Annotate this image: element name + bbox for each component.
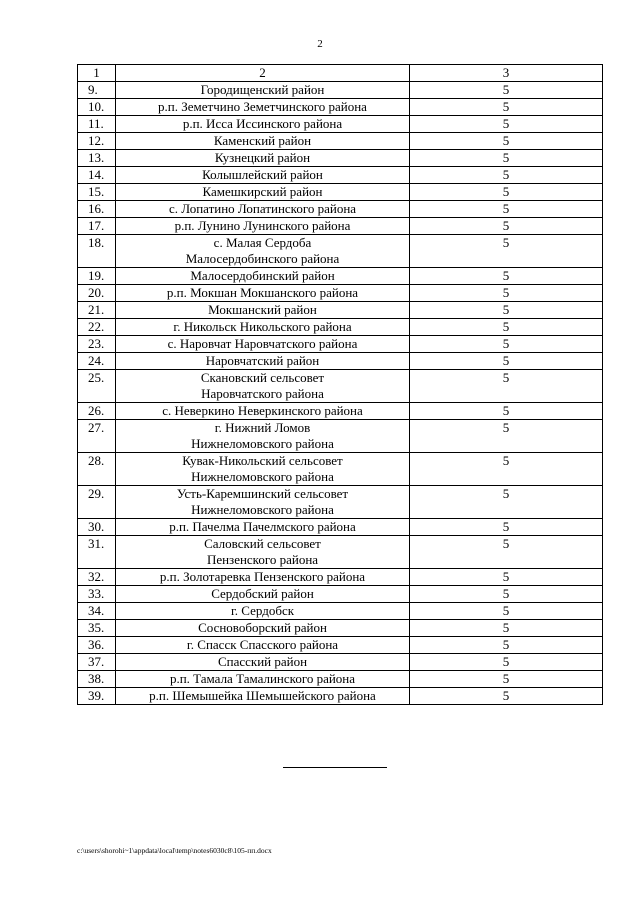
row-value: 5 xyxy=(410,353,603,370)
district-name-line: с. Неверкино Неверкинского района xyxy=(162,403,363,418)
district-name-line: Малосердобинский район xyxy=(190,268,335,283)
row-number: 39. xyxy=(78,688,116,705)
row-value: 5 xyxy=(410,184,603,201)
district-name-line: р.п. Исса Иссинского района xyxy=(182,116,343,131)
row-district-name xyxy=(116,99,410,116)
district-name-line: Сосновоборский район xyxy=(198,620,327,635)
row-value: 5 xyxy=(410,116,603,133)
row-number: 30. xyxy=(78,519,116,536)
row-value: 5 xyxy=(410,302,603,319)
district-name-line: Нижнеломовского района xyxy=(191,469,334,484)
row-number: 26. xyxy=(78,403,116,420)
table-row xyxy=(78,603,603,620)
row-number: 11. xyxy=(78,116,116,133)
row-district-name xyxy=(116,353,410,370)
table-row xyxy=(78,268,603,285)
row-value: 5 xyxy=(410,671,603,688)
row-value: 5 xyxy=(410,420,603,453)
row-value: 5 xyxy=(410,536,603,569)
table-row xyxy=(78,116,603,133)
row-value: 5 xyxy=(410,336,603,353)
row-district-name xyxy=(116,536,410,569)
row-value: 5 xyxy=(410,486,603,519)
row-district-name xyxy=(116,603,410,620)
district-name-line: с. Малая Сердоба xyxy=(213,235,312,250)
district-name-line: г. Сердобск xyxy=(230,603,295,618)
row-district-name xyxy=(116,201,410,218)
row-district-name xyxy=(116,336,410,353)
row-number: 25. xyxy=(78,370,116,403)
row-district-name xyxy=(116,235,410,268)
row-value: 5 xyxy=(410,82,603,99)
table-row xyxy=(78,201,603,218)
row-district-name xyxy=(116,116,410,133)
row-number: 32. xyxy=(78,569,116,586)
row-number: 38. xyxy=(78,671,116,688)
district-name-line: Камешкирский район xyxy=(202,184,323,199)
row-value: 5 xyxy=(410,218,603,235)
district-name-line: р.п. Мокшан Мокшанского района xyxy=(166,285,359,300)
district-name-line: р.п. Пачелма Пачелмского района xyxy=(169,519,356,534)
table-row xyxy=(78,184,603,201)
district-name-line: р.п. Шемышейка Шемышейского района xyxy=(149,688,376,703)
district-name-line: Мокшанский район xyxy=(208,302,317,317)
table-row xyxy=(78,150,603,167)
row-number: 21. xyxy=(78,302,116,319)
row-number: 17. xyxy=(78,218,116,235)
district-name-line: Пензенского района xyxy=(206,552,319,567)
row-number: 37. xyxy=(78,654,116,671)
row-district-name xyxy=(116,453,410,486)
row-district-name xyxy=(116,519,410,536)
district-name-line: Нижнеломовского района xyxy=(191,436,334,451)
table-row xyxy=(78,336,603,353)
district-name-line: р.п. Лунино Лунинского района xyxy=(174,218,351,233)
table-row xyxy=(78,569,603,586)
district-name-line: Городищенский район xyxy=(200,82,325,97)
table-row xyxy=(78,403,603,420)
table-row xyxy=(78,486,603,519)
table-row xyxy=(78,453,603,486)
row-number: 23. xyxy=(78,336,116,353)
page-number: 2 xyxy=(317,38,323,50)
row-district-name xyxy=(116,370,410,403)
district-name-line: р.п. Золотаревка Пензенского района xyxy=(159,569,366,584)
row-value: 5 xyxy=(410,150,603,167)
row-value: 5 xyxy=(410,519,603,536)
table-row xyxy=(78,420,603,453)
table-row xyxy=(78,654,603,671)
row-value: 5 xyxy=(410,688,603,705)
row-number: 31. xyxy=(78,536,116,569)
row-district-name xyxy=(116,637,410,654)
row-value: 5 xyxy=(410,285,603,302)
table-row xyxy=(78,370,603,403)
district-name-line: р.п. Тамала Тамалинского района xyxy=(169,671,356,686)
row-district-name xyxy=(116,184,410,201)
row-district-name xyxy=(116,218,410,235)
table-row xyxy=(78,167,603,184)
table-row xyxy=(78,671,603,688)
table-row xyxy=(78,133,603,150)
district-name-line: Наровчатского района xyxy=(201,386,324,401)
table-row xyxy=(78,302,603,319)
table-row xyxy=(78,235,603,268)
row-number: 34. xyxy=(78,603,116,620)
district-name-line: Кузнецкий район xyxy=(214,150,311,165)
district-name-line: Кувак-Никольский сельсовет xyxy=(182,453,343,468)
row-number: 24. xyxy=(78,353,116,370)
district-name-line: г. Нижний Ломов xyxy=(214,420,311,435)
row-number: 22. xyxy=(78,319,116,336)
row-district-name xyxy=(116,82,410,99)
row-district-name xyxy=(116,486,410,519)
table-row xyxy=(78,586,603,603)
district-name-line: Саловский сельсовет xyxy=(204,536,321,551)
row-number: 18. xyxy=(78,235,116,268)
row-number: 35. xyxy=(78,620,116,637)
table-row xyxy=(78,319,603,336)
district-name-line: г. Спасск Спасского района xyxy=(186,637,339,652)
table-row xyxy=(78,536,603,569)
row-value: 5 xyxy=(410,201,603,218)
row-district-name xyxy=(116,167,410,184)
row-value: 5 xyxy=(410,403,603,420)
district-name-line: с. Лопатино Лопатинского района xyxy=(168,201,357,216)
row-district-name xyxy=(116,268,410,285)
district-name-line: Скановский сельсовет xyxy=(200,370,325,385)
row-number: 15. xyxy=(78,184,116,201)
row-district-name xyxy=(116,302,410,319)
district-name-line: Каменский район xyxy=(213,133,312,148)
row-value: 5 xyxy=(410,453,603,486)
district-name-line: Нижнеломовского района xyxy=(191,502,334,517)
row-number: 36. xyxy=(78,637,116,654)
table-row xyxy=(78,285,603,302)
row-number: 29. xyxy=(78,486,116,519)
file-path-footer: c:\users\shorohi~1\appdata\local\temp\notes6030c8\105-пп.docx xyxy=(77,846,272,855)
district-name-line: Наровчатский район xyxy=(205,353,320,368)
row-value: 5 xyxy=(410,637,603,654)
row-district-name xyxy=(116,586,410,603)
row-value: 5 xyxy=(410,167,603,184)
row-district-name xyxy=(116,403,410,420)
table-header-row xyxy=(78,65,603,82)
district-name-line: Малосердобинского района xyxy=(185,251,340,266)
row-number: 12. xyxy=(78,133,116,150)
row-value: 5 xyxy=(410,569,603,586)
row-district-name xyxy=(116,671,410,688)
table-row xyxy=(78,637,603,654)
row-number: 33. xyxy=(78,586,116,603)
row-number: 10. xyxy=(78,99,116,116)
row-number: 13. xyxy=(78,150,116,167)
district-name-line: Усть-Каремшинский сельсовет xyxy=(176,486,349,501)
row-number: 14. xyxy=(78,167,116,184)
table-row xyxy=(78,688,603,705)
header-col-2: 2 xyxy=(116,65,410,82)
district-name-line: Спасский район xyxy=(217,654,308,669)
row-value: 5 xyxy=(410,586,603,603)
row-number: 28. xyxy=(78,453,116,486)
header-col-1: 1 xyxy=(78,65,116,82)
row-district-name xyxy=(116,688,410,705)
row-number: 27. xyxy=(78,420,116,453)
end-divider xyxy=(283,767,387,768)
row-district-name xyxy=(116,285,410,302)
table-row xyxy=(78,620,603,637)
row-value: 5 xyxy=(410,620,603,637)
district-name-line: с. Наровчат Наровчатского района xyxy=(167,336,358,351)
district-name-line: Колышлейский район xyxy=(202,167,323,182)
table-row xyxy=(78,353,603,370)
row-district-name xyxy=(116,133,410,150)
row-value: 5 xyxy=(410,370,603,403)
district-name-line: р.п. Земетчино Земетчинского района xyxy=(158,99,367,114)
row-number: 19. xyxy=(78,268,116,285)
row-number: 20. xyxy=(78,285,116,302)
row-district-name xyxy=(116,569,410,586)
table-row xyxy=(78,519,603,536)
district-name-line: г. Никольск Никольского района xyxy=(173,319,352,334)
row-value: 5 xyxy=(410,268,603,285)
district-name-line: Сердобский район xyxy=(211,586,314,601)
row-value: 5 xyxy=(410,319,603,336)
row-value: 5 xyxy=(410,99,603,116)
row-value: 5 xyxy=(410,235,603,268)
districts-table xyxy=(77,64,603,705)
row-value: 5 xyxy=(410,603,603,620)
row-district-name xyxy=(116,620,410,637)
row-district-name xyxy=(116,420,410,453)
table-row xyxy=(78,218,603,235)
table-row xyxy=(78,82,603,99)
row-value: 5 xyxy=(410,654,603,671)
row-district-name xyxy=(116,150,410,167)
row-number: 16. xyxy=(78,201,116,218)
row-value: 5 xyxy=(410,133,603,150)
row-district-name xyxy=(116,319,410,336)
table-row xyxy=(78,99,603,116)
header-col-3: 3 xyxy=(410,65,603,82)
row-number: 9. xyxy=(78,82,116,99)
row-district-name xyxy=(116,654,410,671)
